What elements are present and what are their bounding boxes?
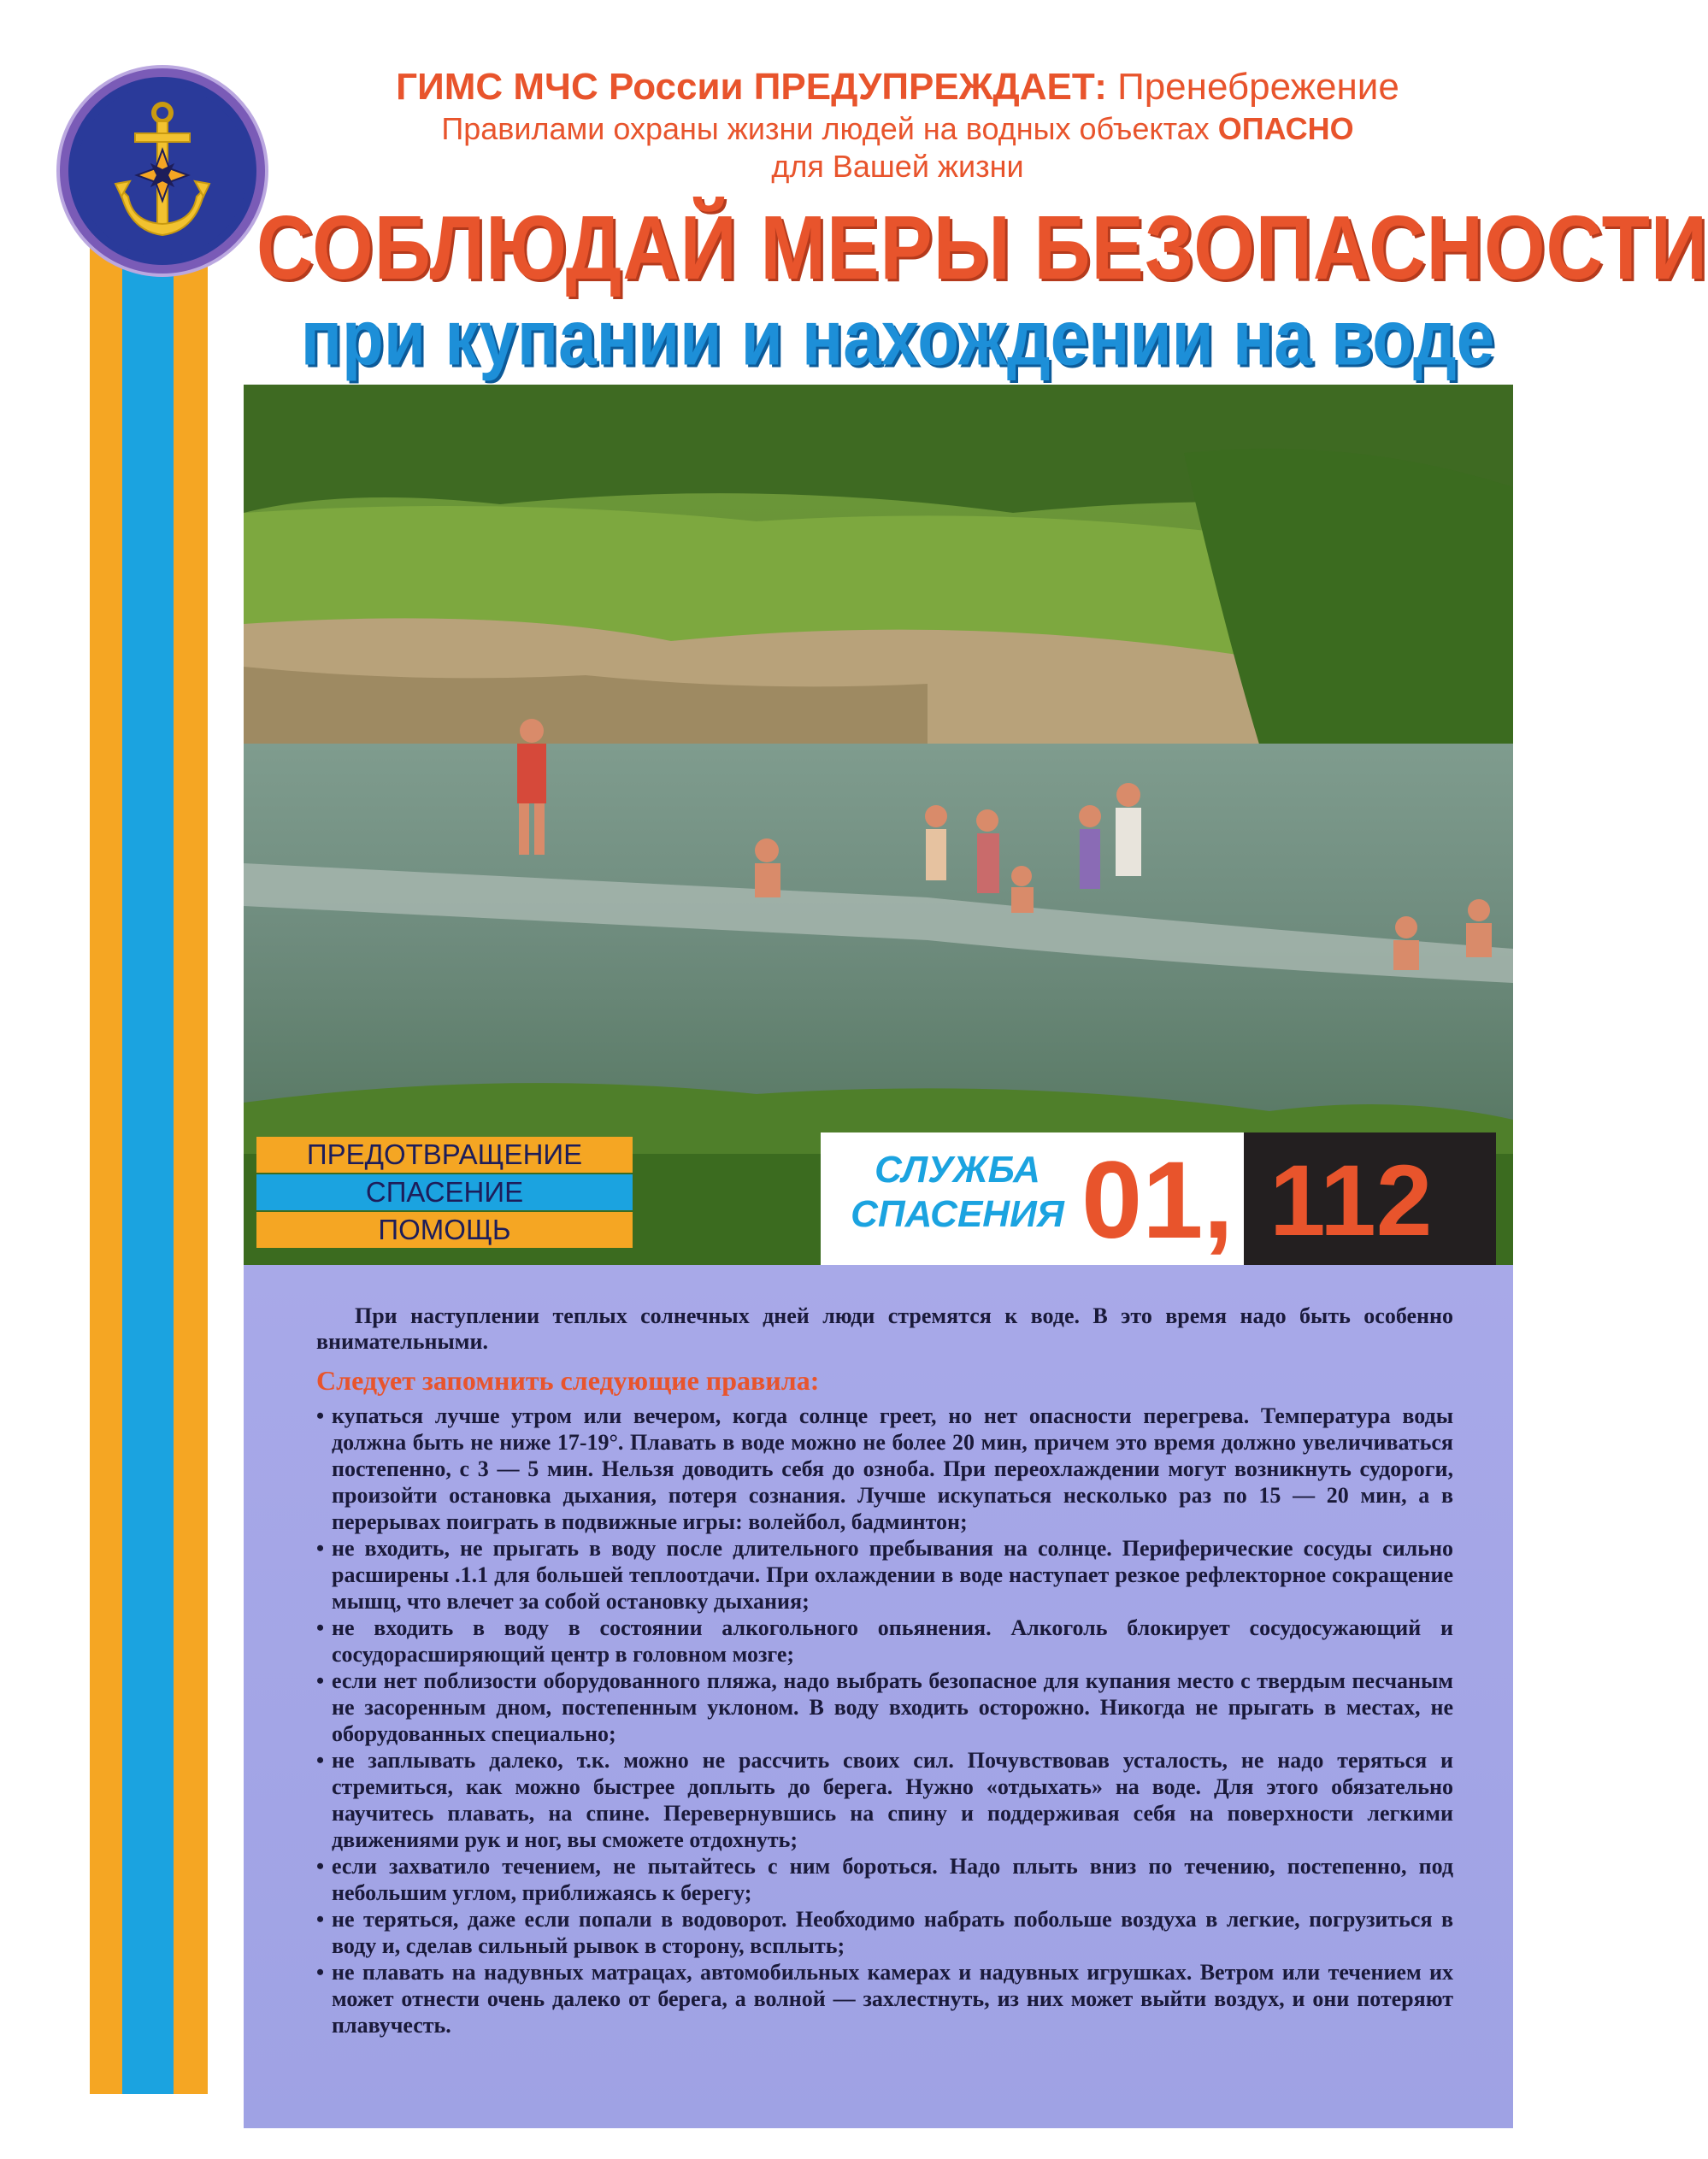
list-item: • не заплывать далеко, т.к. можно не рассчить своих сил. Почувствовав усталость, не надо теряться и стремиться, как можно быстрее доплыть до берега. Нужно «отдыхать» на воде. Для этого обязательно научитесь плавать, на спине. Перевернувшись на спину и поддерживая себя на поверхности легкими движениями рук и ног, вы сможете отдохнуть; bbox=[316, 1748, 1453, 1852]
bullet-icon: • bbox=[316, 1907, 325, 1932]
list-item: • не плавать на надувных матрацах, автомобильных камерах и надувных игрушках. Ветром или течением их может отнести очень далеко от берега, а волной — захлестнуть, из них может выйти воздух, и они потеряют плавучесть. bbox=[316, 1960, 1453, 2038]
list-item: • не входить в воду в состоянии алкогольного опьянения. Алкоголь блокирует сосудосужающий и сосудорасширяющий центр в головном мозге; bbox=[316, 1615, 1453, 1667]
decor-stripe-orange bbox=[90, 239, 122, 2094]
motto-rescue: СПАСЕНИЕ bbox=[256, 1174, 633, 1210]
rescue-service-label: СЛУЖБА СПАСЕНИЯ bbox=[851, 1149, 1064, 1235]
warning-text bbox=[308, 64, 1487, 185]
rescue-number-01: 01, bbox=[1081, 1139, 1234, 1262]
list-item: • не теряться, даже если попали в водоворот. Необходимо набрать побольше воздуха в легкие, погрузиться в воду и, сделав сильный рывок в сторону, всплыть; bbox=[316, 1907, 1453, 1958]
rescue-service-box bbox=[821, 1132, 1496, 1265]
rules-list bbox=[316, 1403, 1453, 2038]
warning-line1: Пренебрежение bbox=[1106, 66, 1399, 108]
list-item: • купаться лучше утром или вечером, когда солнце греет, но нет опасности перегрева. Температура воды должна быть не ниже 17-19°. Плавать в воде можно не более 20 мин, причем это время должно увеличиваться постепенно, с 3 — 5 мин. Нельзя доводить себя до озноба. При переохлаждении могут возникнуть судороги, произойти остановка дыхания, потеря сознания. Лучше искупаться несколько раз по 15 — 20 мин, а в перерывах поиграть в подвижные игры: волейбол, бадминтон; bbox=[316, 1403, 1453, 1534]
decor-stripe-orange bbox=[174, 239, 208, 2094]
bullet-icon: • bbox=[316, 1536, 325, 1561]
page-subtitle: при купании и нахождении на воде bbox=[300, 293, 1495, 381]
warning-line2: Правилами охраны жизни людей на водных объектах bbox=[441, 111, 1218, 146]
bullet-icon: • bbox=[316, 1960, 325, 1985]
warning-line3: для Вашей жизни bbox=[771, 149, 1024, 184]
decor-stripe-blue bbox=[122, 239, 174, 2094]
bullet-icon: • bbox=[316, 1615, 325, 1640]
motto-prevention: ПРЕДОТВРАЩЕНИЕ bbox=[256, 1137, 633, 1173]
rules-title: Следует запомнить следующие правила: bbox=[316, 1365, 820, 1396]
bullet-icon: • bbox=[316, 1668, 325, 1693]
bullet-icon: • bbox=[316, 1854, 325, 1879]
list-item: • если нет поблизости оборудованного пляжа, надо выбрать безопасное для купания место с твердым песчаным не засоренным дном, постепенным уклоном. В воду входить осторожно. Никогда не прыгать в местах, не оборудованных специально; bbox=[316, 1668, 1453, 1746]
warning-danger: ОПАСНО bbox=[1217, 111, 1354, 146]
body-text bbox=[316, 1303, 1453, 2038]
anchor-emblem-icon bbox=[60, 68, 265, 274]
rescue-number-112: 112 bbox=[1269, 1144, 1433, 1257]
list-item: • если захватило течением, не пытайтесь с ним бороться. Надо плыть вниз по течению, постепенно, под небольшим углом, приближаясь к берегу; bbox=[316, 1854, 1453, 1905]
bullet-icon: • bbox=[316, 1403, 325, 1428]
bullet-icon: • bbox=[316, 1748, 325, 1773]
motto-help: ПОМОЩЬ bbox=[256, 1212, 633, 1248]
page-title: СОБЛЮДАЙ МЕРЫ БЕЗОПАСНОСТИ bbox=[256, 197, 1708, 298]
warning-org: ГИМС МЧС России ПРЕДУПРЕЖДАЕТ: bbox=[396, 66, 1107, 108]
list-item: • не входить, не прыгать в воду после длительного пребывания на солнце. Периферические сосуды сильно расширены .1.1 для большей теплоотдачи. При охлаждении в воде наступает резкое рефлекторное сокращение мышц, что влечет за собой остановку дыхания; bbox=[316, 1536, 1453, 1614]
intro-paragraph: При наступлении теплых солнечных дней люди стремятся к воде. В это время надо быть особенно внимательными. bbox=[316, 1303, 1453, 1354]
